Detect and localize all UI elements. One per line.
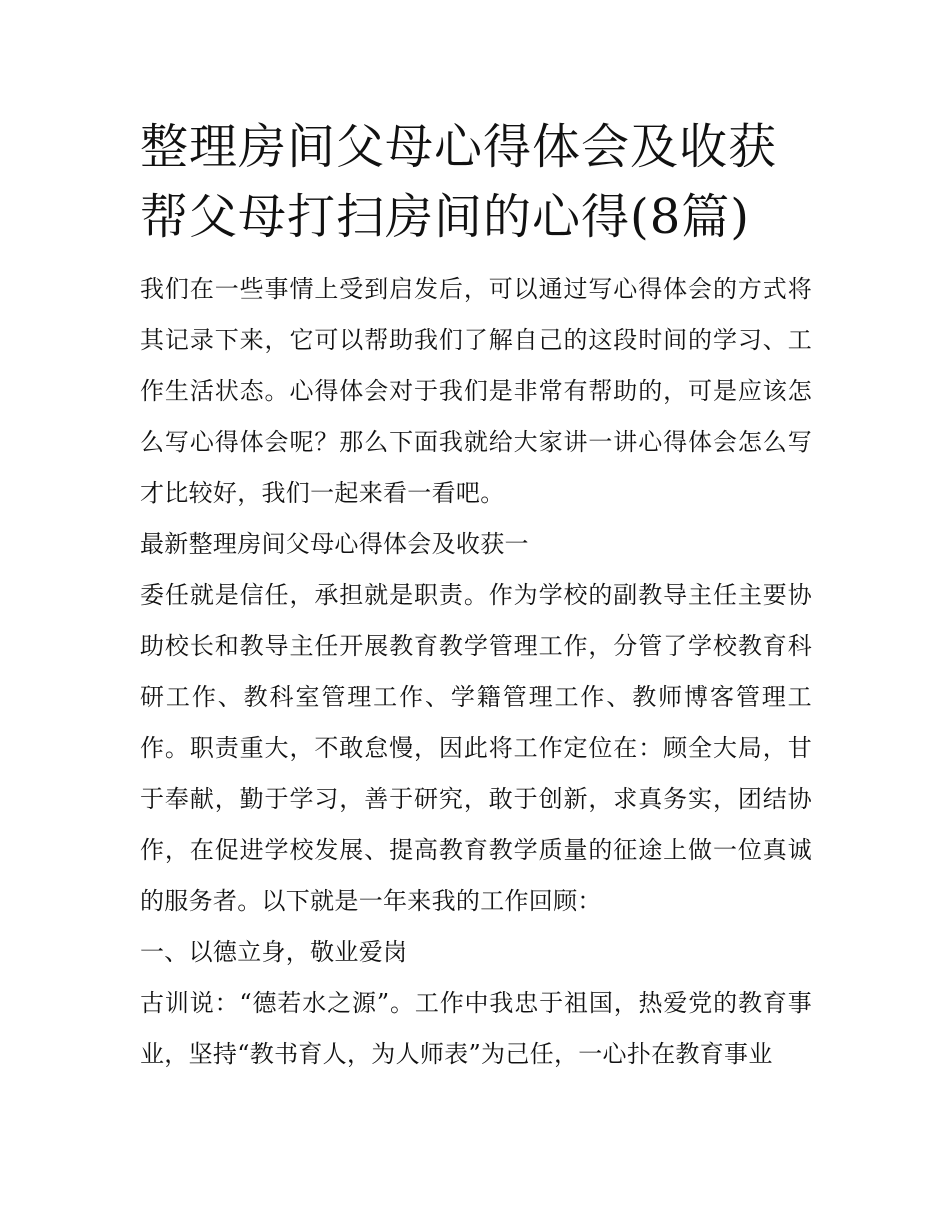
document-page bbox=[140, 112, 812, 1080]
intro-paragraph: 我们在一些事情上受到启发后，可以通过写心得体会的方式将其记录下来，它可以帮助我们了解自己的这段时间的学习、工作生活状态。心得体会对于我们是非常有帮助的，可是应该怎么写心得体会呢？那么下面我就给大家讲一讲心得体会怎么写才比较好，我们一起来看一看吧。 bbox=[140, 275, 812, 507]
subsection-heading-1: 一、以德立身，敬业爱岗 bbox=[140, 938, 408, 966]
body-paragraph-2: 古训说：“德若水之源”。工作中我忠于祖国，热爱党的教育事业，坚持“教书育人，为人师表”为己任，一心扑在教育事业 bbox=[140, 989, 812, 1068]
section-heading-1: 最新整理房间父母心得体会及收获一 bbox=[140, 530, 529, 558]
body-paragraph-1: 委任就是信任，承担就是职责。作为学校的副教导主任主要协助校长和教导主任开展教育教学管理工作，分管了学校教育科研工作、教科室管理工作、学籍管理工作、教师博客管理工作。职责重大，不敢怠慢，因此将工作定位在：顾全大局，甘于奉献，勤于学习，善于研究，敢于创新，求真务实，团结协作，在促进学校发展、提高教育教学质量的征途上做一位真诚的服务者。以下就是一年来我的工作回顾： bbox=[140, 581, 812, 915]
document-title: 整理房间父母心得体会及收获帮父母打扫房间的心得(8篇) bbox=[140, 119, 778, 245]
